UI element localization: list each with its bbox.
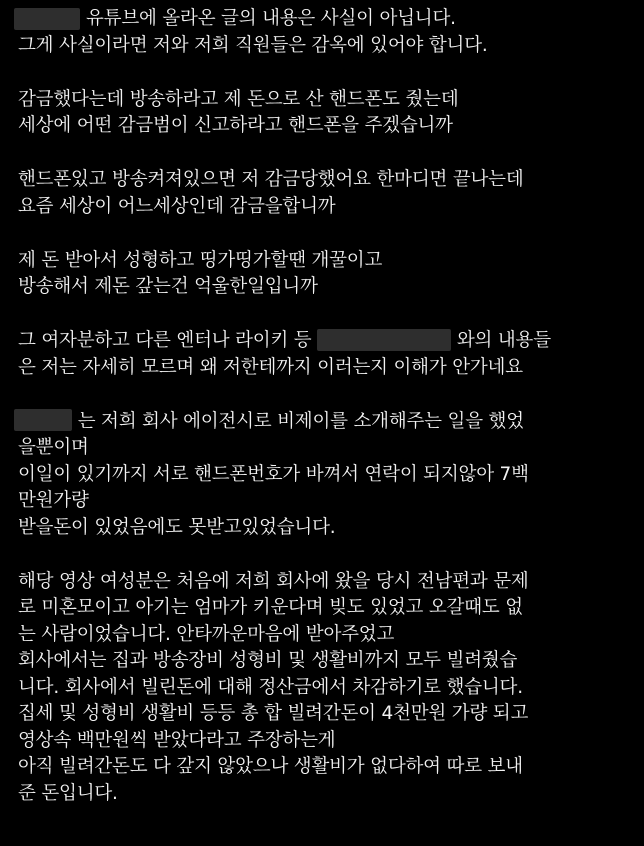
redacted-person-block xyxy=(14,409,72,431)
paragraph-7-line-9: 준 돈입니다. xyxy=(18,782,118,804)
paragraph-5-line-1-start: 그 여자분하고 다른 엔터나 라이키 등 xyxy=(18,330,312,351)
paragraph-7-line-7: 영상속 백만원씩 받았다라고 주장하는게 xyxy=(18,729,336,751)
paragraph-4-line-2: 방송해서 제돈 갚는건 억울한일입니까 xyxy=(18,276,318,297)
paragraph-5-line-2: 은 저는 자세히 모르며 왜 저한테까지 이러는지 이해가 안가네요 xyxy=(18,356,523,378)
paragraph-6-line-5: 받을돈이 있었음에도 못받고있었습니다. xyxy=(18,516,336,538)
paragraph-2-line-1: 감금했다는데 방송하라고 제 돈으로 산 핸드폰도 줬는데 xyxy=(18,88,459,110)
paragraph-5-line-1 xyxy=(18,328,630,355)
paragraph-6-line-3: 이일이 있기까지 서로 핸드폰번호가 바껴서 연락이 되지않아 7백 xyxy=(18,463,529,485)
paragraph-7-line-6: 집세 및 성형비 생활비 등등 총 합 빌려간돈이 4천만원 가량 되고 xyxy=(18,703,529,724)
paragraph-1-line-2: 그게 사실이라면 저와 저희 직원들은 감옥에 있어야 합니다. xyxy=(18,34,488,56)
paragraph-5-line-1-end: 와의 내용들 xyxy=(456,330,551,351)
paragraph-7-line-3: 는 사람이었습니다. 안타까운마음에 받아주었고 xyxy=(18,623,395,645)
paragraph-6-line-1-text: 는 저희 회사 에이전시로 비제이를 소개해주는 일을 했었 xyxy=(77,410,524,432)
paragraph-4-line-1: 제 돈 받아서 성형하고 띵가띵가할땐 개꿀이고 xyxy=(18,249,383,271)
paragraph-6-line-4: 만원가량 xyxy=(18,490,89,511)
paragraph-7-line-5: 니다. 회사에서 빌린돈에 대해 정산금에서 차감하기로 했습니다. xyxy=(18,676,523,698)
paragraph-1-line-1: 유튜브에 올라온 글의 내용은 사실이 아닙니다. xyxy=(86,8,456,29)
paragraph-6-line-1 xyxy=(18,409,630,436)
paragraph-3-line-1: 핸드폰있고 방송켜져있으면 저 감금당했어요 한마디면 끝나는데 xyxy=(18,169,524,190)
paragraph-7-line-1: 해당 영상 여성분은 처음에 저희 회사에 왔을 당시 전남편과 문제 xyxy=(18,570,529,592)
redacted-company-block xyxy=(317,329,451,351)
paragraph-6-line-2: 을뿐이며 xyxy=(18,437,89,458)
paragraph-7-line-8: 아직 빌려간돈도 다 갚지 않았으나 생활비가 없다하여 따로 보내 xyxy=(18,756,523,777)
paragraph-7-line-2: 로 미혼모이고 아기는 엄마가 키운다며 빚도 있었고 오갈때도 없 xyxy=(18,597,523,618)
paragraph-3-line-2: 요즘 세상이 어느세상인데 감금을합니까 xyxy=(18,195,336,217)
paragraph-7-line-4: 회사에서는 집과 방송장비 성형비 및 생활비까지 모두 빌려줬습 xyxy=(18,650,518,671)
statement-text xyxy=(18,6,630,807)
paragraph-2-line-2: 세상에 어떤 감금범이 신고하라고 핸드폰을 주겠습니까 xyxy=(18,115,453,136)
